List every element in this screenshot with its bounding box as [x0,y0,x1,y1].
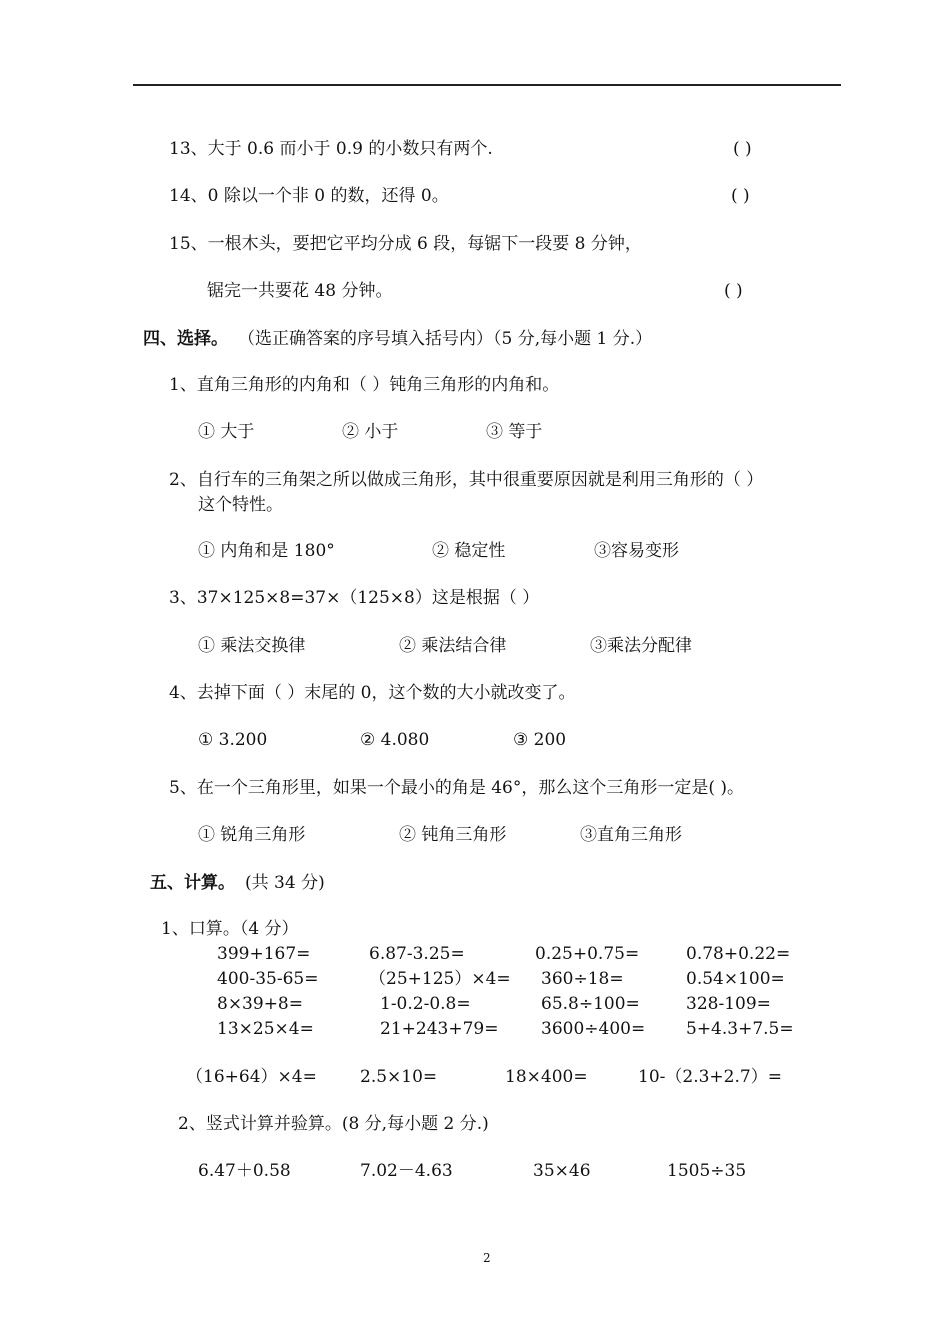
oral-calc-item: 13×25×4= [217,1019,314,1039]
choice-question-1: 1、直角三角形的内角和（ ）钝角三角形的内角和。 [169,375,560,395]
section-5-note: (共 34 分) [245,873,325,893]
choice-5-option-3[interactable]: ③直角三角形 [580,825,682,845]
vertical-calc-item: 6.47＋0.58 [198,1161,291,1181]
oral-calc-item: 21+243+79= [380,1019,499,1039]
page-number: 2 [483,1251,491,1265]
choice-2-option-3[interactable]: ③容易变形 [594,541,679,561]
oral-calc-item: 0.25+0.75= [535,944,640,964]
oral-calc-item: 328-109= [686,994,771,1014]
oral-calc-item: 18×400= [505,1067,588,1087]
header-rule [133,84,841,86]
judge-item-15: 15、一根木头，要把它平均分成 6 段，每锯下一段要 8 分钟， [169,234,642,254]
judge-item-14: 14、0 除以一个非 0 的数，还得 0。 [169,186,449,206]
vertical-calc-title: 2、竖式计算并验算。(8 分,每小题 2 分.) [178,1114,489,1134]
oral-calc-item: 360÷18= [541,969,624,989]
judge-item-15-cont: 锯完一共要花 48 分钟。 [207,281,393,301]
oral-calc-item: 65.8÷100= [541,994,640,1014]
oral-calc-item: 8×39+8= [217,994,303,1014]
choice-question-2: 2、自行车的三角架之所以做成三角形，其中很重要原因就是利用三角形的（ ） [169,470,764,490]
vertical-calc-item: 1505÷35 [667,1161,747,1181]
judge-item-13: 13、大于 0.6 而小于 0.9 的小数只有两个. [169,139,493,159]
choice-5-option-2[interactable]: ② 钝角三角形 [399,825,507,845]
choice-1-option-3[interactable]: ③ 等于 [486,422,543,442]
choice-4-option-3[interactable]: ③ 200 [513,730,567,750]
choice-2-option-1[interactable]: ① 内角和是 180° [198,541,335,561]
choice-3-option-1[interactable]: ① 乘法交换律 [198,636,306,656]
oral-calc-item: 2.5×10= [360,1067,438,1087]
answer-blank-13[interactable]: ( ) [733,139,752,159]
choice-question-3: 3、37×125×8=37×（125×8）这是根据（ ） [169,588,540,608]
choice-1-option-1[interactable]: ① 大于 [198,422,255,442]
answer-blank-15[interactable]: ( ) [724,281,743,301]
answer-blank-14[interactable]: ( ) [731,186,750,206]
choice-1-option-2[interactable]: ② 小于 [342,422,399,442]
oral-calc-item: 3600÷400= [541,1019,646,1039]
vertical-calc-item: 35×46 [533,1161,591,1181]
choice-2-option-2[interactable]: ② 稳定性 [432,541,506,561]
choice-4-option-2[interactable]: ② 4.080 [360,730,430,750]
oral-calc-item: 1-0.2-0.8= [380,994,471,1014]
oral-calc-item: （25+125）×4= [369,969,511,989]
oral-calc-title: 1、口算。（4 分） [161,919,299,939]
choice-4-option-1[interactable]: ① 3.200 [198,730,268,750]
oral-calc-item: 6.87-3.25= [369,944,465,964]
oral-calc-item: 400-35-65= [217,969,319,989]
oral-calc-item: 399+167= [217,944,311,964]
oral-calc-item: 5+4.3+7.5= [686,1019,794,1039]
section-4-note: （选正确答案的序号填入括号内）（5 分,每小题 1 分.） [238,329,653,349]
oral-calc-item: 0.54×100= [686,969,785,989]
choice-3-option-3[interactable]: ③乘法分配律 [590,636,692,656]
choice-3-option-2[interactable]: ② 乘法结合律 [399,636,507,656]
oral-calc-item: （16+64）×4= [186,1067,317,1087]
oral-calc-item: 0.78+0.22= [686,944,791,964]
section-5-title: 五、计算。 [150,873,235,893]
oral-calc-item: 10-（2.3+2.7）= [638,1067,782,1087]
choice-5-option-1[interactable]: ① 锐角三角形 [198,825,306,845]
choice-question-4: 4、去掉下面（ ）末尾的 0，这个数的大小就改变了。 [169,683,576,703]
choice-question-2-cont: 这个特性。 [198,495,283,515]
choice-question-5: 5、在一个三角形里，如果一个最小的角是 46°，那么这个三角形一定是( )。 [169,778,745,798]
section-4-title: 四、选择。 [143,329,228,349]
vertical-calc-item: 7.02－4.63 [360,1161,453,1181]
